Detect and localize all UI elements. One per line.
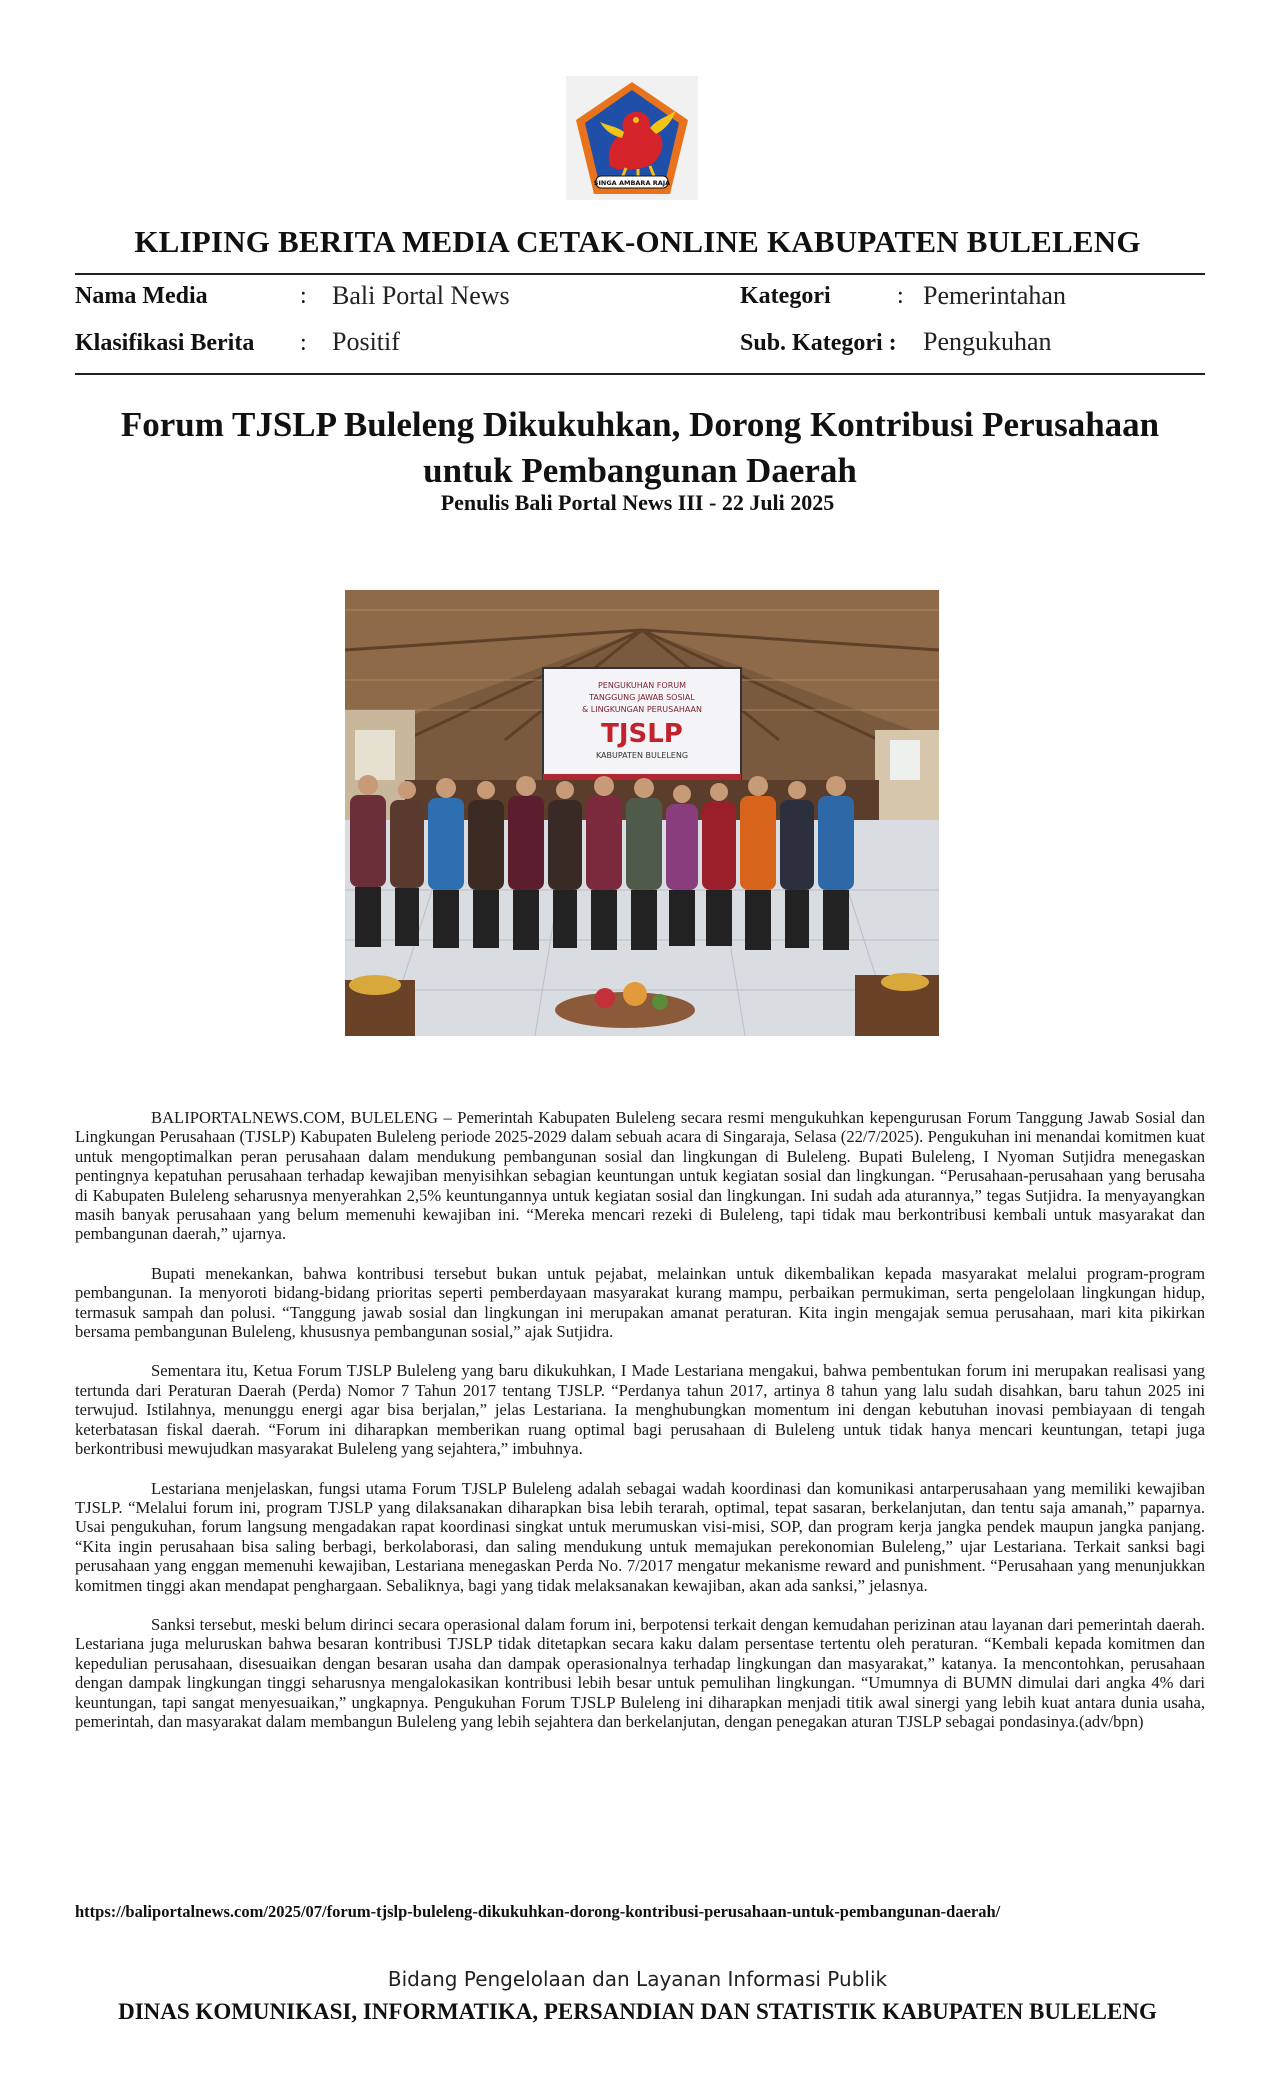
article-byline: Penulis Bali Portal News III - 22 Juli 2025 bbox=[440, 490, 835, 515]
article-photo bbox=[345, 590, 939, 1036]
classification-label: Klasifikasi Berita bbox=[75, 330, 255, 356]
article-paragraph-4: Lestariana menjelaskan, fungsi utama Forum TJSLP Buleleng adalah sebagai wadah koordinasi dan komunikasi antarperusahaan yang memiliki kewajiban TJSLP. “Melalui forum ini, program TJSLP yang dilaksanakan diharapkan bisa lebih terarah, optimal, tepat sasaran, berkelanjutan, dan tentu saja amanah,” paparnya. Usai pengukuhan, forum langsung mengadakan rapat koordinasi singkat untuk merumuskan visi-misi, SOP, dan program kerja jangka pendek maupun jangka panjang. “Kita ingin perusahaan bisa saling berbagi, berkolaborasi, dan saling mendukung untuk memajukan perekonomian Buleleng,” ujar Lestariana. Terkait sanksi bagi perusahaan yang enggan memenuhi kewajiban, Lestariana menegaskan Perda No. 7/2017 mengatur mekanisme reward and punishment. “Perusahaan yang menunjukkan komitmen tinggi akan mendapat penghargaan. Sebaliknya, bagi yang tidak melaksanakan kewajiban, akan ada sanksi,” jelasnya. bbox=[75, 1478, 1205, 1595]
banner-line3: & LINGKUNGAN PERUSAHAAN bbox=[581, 705, 703, 714]
classification-value: Positif bbox=[332, 327, 400, 356]
article-paragraph-1: BALIPORTALNEWS.COM, BULELENG – Pemerintah Kabupaten Buleleng secara resmi mengukuhkan kepengurusan Forum Tanggung Jawab Sosial dan Lingkungan Perusahaan (TJSLP) Kabupaten Buleleng periode 2025-2029 dalam sebuah acara di Singaraja, Selasa (22/7/2025). Pengukuhan ini menandai komitmen kuat untuk mengoptimalkan peran perusahaan dalam mendukung pembangunan sosial dan lingkungan di Buleleng. Bupati Buleleng, I Nyoman Sutjidra menegaskan pentingnya kepatuhan perusahaan terhadap kewajiban menyisihkan sebagian keuntungan untuk kegiatan sosial dan lingkungan. “Perusahaan-perusahaan yang berusaha di Kabupaten Buleleng seharusnya menyerahkan 2,5% keuntungannya untuk kegiatan sosial dan lingkungan. Ini sudah ada aturannya,” tegas Sutjidra. Ia menyayangkan masih banyak perusahaan yang belum memenuhi kewajiban ini. “Mereka mencari rezeki di Buleleng, tapi tidak mau berkontribusi kembali untuk masyarakat dan pembangunan daerah,” ujarnya. bbox=[75, 1108, 1205, 1244]
subcategory-label: Sub. Kategori : bbox=[740, 330, 897, 356]
document-title: KLIPING BERITA MEDIA CETAK-ONLINE KABUPATEN BULELENG bbox=[134, 224, 1141, 259]
article-headline: Forum TJSLP Buleleng Dikukuhkan, Dorong Kontribusi Perusahaan untuk Pembangunan Daerah bbox=[120, 405, 1160, 490]
logo-motto: SINGA AMBARA RAJA bbox=[593, 179, 671, 187]
article-body bbox=[75, 1108, 1205, 1751]
media-colon: : bbox=[300, 283, 307, 309]
singa-ambara-raja-crest-icon bbox=[566, 76, 698, 200]
footer-agency: DINAS KOMUNIKASI, INFORMATIKA, PERSANDIAN DAN STATISTIK KABUPATEN BULELENG bbox=[118, 1999, 1157, 2024]
article-paragraph-2: Bupati menekankan, bahwa kontribusi tersebut bukan untuk pejabat, melainkan untuk dikembalikan kepada masyarakat melalui program-program pembangunan. Ia menyoroti bidang-bidang prioritas seperti pemberdayaan masyarakat kurang mampu, perbaikan permukiman, serta pengelolaan lingkungan hidup, termasuk sampah dan polusi. “Tanggung jawab sosial dan lingkungan ini merupakan amanat peraturan. Kita ingin mengajak semua perusahaan, mari kita pikirkan bersama pembangunan Buleleng, khususnya pembangunan sosial,” ajak Sutjidra. bbox=[75, 1263, 1205, 1342]
category-colon: : bbox=[897, 283, 904, 309]
banner-line1: PENGUKUHAN FORUM bbox=[597, 681, 687, 690]
banner-main: TJSLP bbox=[601, 719, 683, 749]
classification-colon: : bbox=[300, 330, 307, 356]
category-label: Kategori bbox=[740, 283, 831, 309]
category-value: Pemerintahan bbox=[923, 281, 1066, 310]
media-label: Nama Media bbox=[75, 283, 208, 309]
banner-sub: KABUPATEN BULELENG bbox=[595, 751, 689, 760]
subcategory-value: Pengukuhan bbox=[923, 327, 1052, 356]
banner-line2: TANGGUNG JAWAB SOSIAL bbox=[589, 693, 695, 702]
footer-division: Bidang Pengelolaan dan Layanan Informasi Publik bbox=[387, 1967, 888, 1991]
article-paragraph-5: Sanksi tersebut, meski belum dirinci secara operasional dalam forum ini, berpotensi terkait dengan kemudahan perizinan atau layanan dari pemerintah daerah. Lestariana juga meluruskan bahwa besaran kontribusi TJSLP tidak ditetapkan secara kaku dalam persentase tertentu oleh peraturan. “Kembali kepada komitmen dan kepedulian perusahaan, disesuaikan dengan besaran usaha dan dampak operasionalnya terhadap lingkungan dan masyarakat,” katanya. Ia mencontohkan, perusahaan dengan dampak lingkungan tinggi seharusnya mengalokasikan kontribusi lebih besar untuk pemulihan lingkungan. “Umumnya di BUMN dimulai dari angka 4% dari keuntungan, tapi sangat menyesuaikan,” ungkapnya. Pengukuhan Forum TJSLP Buleleng ini diharapkan menjadi titik awal sinergi yang lebih kuat antara dunia usaha, pemerintah, dan masyarakat dalam membangun Buleleng yang lebih sejahtera dan berkelanjutan, dengan penegakan aturan TJSLP sebagai pondasinya.(adv/bpn) bbox=[75, 1614, 1205, 1731]
divider-top bbox=[75, 273, 1205, 275]
media-value: Bali Portal News bbox=[332, 281, 510, 310]
divider-bottom bbox=[75, 373, 1205, 375]
article-paragraph-3: Sementara itu, Ketua Forum TJSLP Buleleng yang baru dikukuhkan, I Made Lestariana mengakui, bahwa pembentukan forum ini merupakan realisasi yang tertunda dari Peraturan Daerah (Perda) Nomor 7 Tahun 2017 tentang TJSLP. “Perdanya tahun 2017, artinya 8 tahun yang lalu sudah disahkan, baru tahun 2025 ini terwujud. Istilahnya, menunggu energi agar bisa berjalan,” jelas Lestariana. Ia menghubungkan momentum ini dengan kebutuhan inovasi pembiayaan di tengah keterbatasan fiskal daerah. “Forum ini diharapkan memberikan ruang optimal bagi perusahaan di Buleleng untuk tidak hanya mencari keuntungan, tetapi juga berkontribusi mewujudkan masyarakat Buleleng yang sejahtera,” imbuhnya. bbox=[75, 1361, 1205, 1459]
source-link[interactable]: https://baliportalnews.com/2025/07/forum-tjslp-buleleng-dikukuhkan-dorong-kontribusi-perusahaan-untuk-pembangunan-daerah/ bbox=[75, 1902, 1001, 1921]
